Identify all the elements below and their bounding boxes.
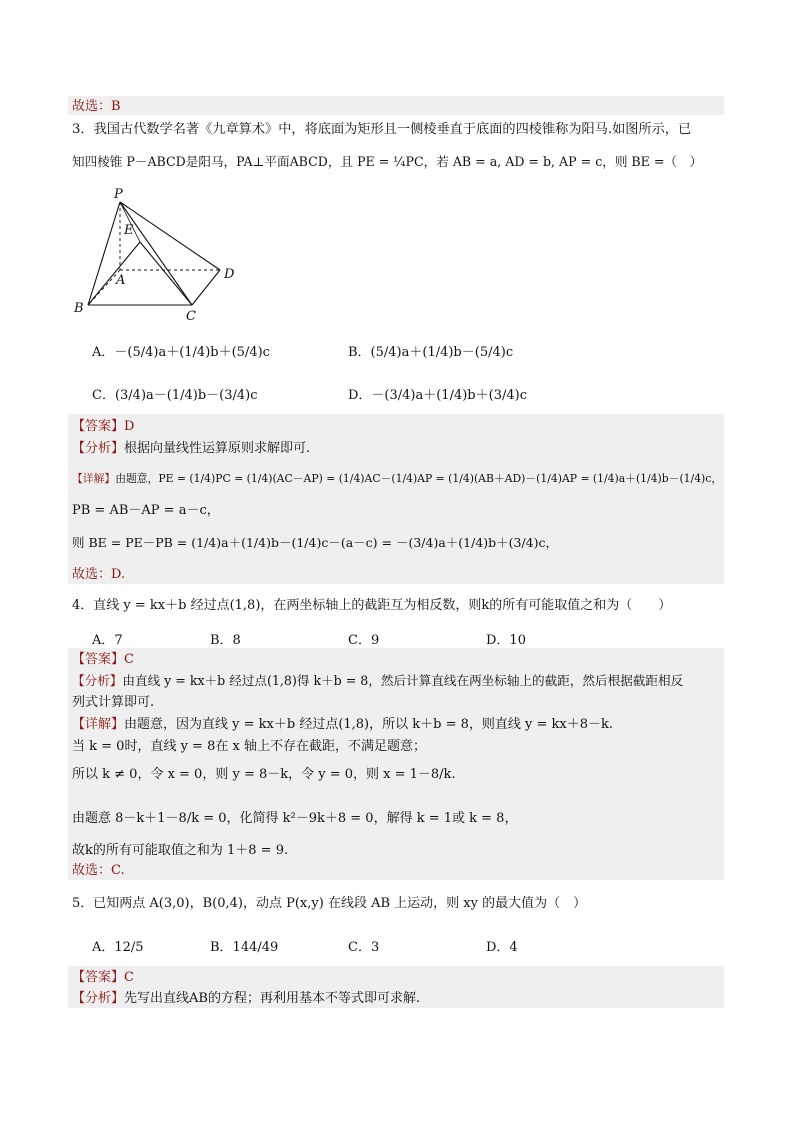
section-text: 由直线 y = kx＋b 经过点(1,8)得 k＋b = 8，然后计算直线在两坐标轴上的截距，然后根据截距相反	[122, 673, 684, 688]
q4-stem: 4．直线 y = kx＋b 经过点(1,8)，在两坐标轴上的截距互为相反数，则k的所有可能取值之和为（ ）	[72, 598, 672, 613]
q4-detail-3: 所以 k ≠ 0，令 x = 0，则 y = 8－k，令 y = 0，则 x = 1－8/k.	[72, 767, 456, 782]
q4-option-b: B．8	[210, 633, 241, 648]
q4-option-a: A．7	[92, 633, 123, 648]
q3-choice: 故选：D.	[72, 567, 126, 582]
q4-detail-5: 故k的所有可能取值之和为 1＋8 = 9.	[72, 843, 289, 858]
q3-detail-3: 则 BE = PE－PB = (1/4)a＋(1/4)b－(1/4)c－(a－c) = －(3/4)a＋(1/4)b＋(3/4)c，	[72, 535, 559, 550]
q3-option-d: D．－(3/4)a＋(1/4)b＋(3/4)c	[348, 388, 527, 403]
label-E: E	[124, 223, 134, 238]
q3-option-a: A．－(5/4)a＋(1/4)b＋(5/4)c	[92, 345, 270, 360]
section-text: 由题意，因为直线 y = kx＋b 经过点(1,8)，所以 k＋b = 8，则直线 y = kx＋8－k.	[124, 717, 614, 732]
label-A: A	[116, 273, 126, 288]
q3-answer: 【答案】D	[72, 419, 135, 434]
q3-detail-1	[72, 470, 722, 487]
section-marker: 【分析】	[72, 991, 125, 1006]
q3-stem-line1: 3．我国古代数学名著《九章算术》中，将底面为矩形且一侧棱垂直于底面的四棱锥称为阳马.如图所示，已	[72, 122, 692, 137]
q4-detail-2: 当 k = 0时，直线 y = 8在 x 轴上不存在截距，不满足题意；	[72, 739, 426, 754]
q5-option-b: B．144/49	[210, 940, 279, 955]
q3-analysis	[72, 440, 310, 457]
label-D: D	[224, 267, 235, 282]
section-text: 先写出直线AB的方程；再利用基本不等式即可求解.	[124, 991, 421, 1006]
label-C: C	[186, 309, 196, 322]
q5-stem: 5．已知两点 A(3,0)，B(0,4)，动点 P(x,y) 在线段 AB 上运动，则 xy 的最大值为（ ）	[72, 896, 587, 911]
q4-analysis-2: 列式计算即可.	[72, 695, 155, 710]
label-P: P	[114, 187, 123, 202]
q4-analysis-1	[72, 672, 683, 689]
section-marker: 【详解】	[72, 472, 116, 485]
q5-analysis	[72, 990, 420, 1007]
q3-option-c: C．(3/4)a－(1/4)b－(3/4)c	[92, 388, 258, 403]
q4-answer: 【答案】C	[72, 652, 134, 667]
section-marker: 【详解】	[72, 717, 125, 732]
q4-option-d: D．10	[486, 633, 526, 648]
q5-option-a: A．12/5	[92, 940, 144, 955]
q5-answer: 【答案】C	[72, 970, 134, 985]
section-text: 由题意，PE = (1/4)PC = (1/4)(AC－AP) = (1/4)AC－(1/4)AP = (1/4)(AB＋AD)－(1/4)AP = (1/4)a＋(1/4)b－(1/4)c，	[115, 472, 723, 485]
q5-option-c: C．3	[348, 940, 380, 955]
solution-shade	[68, 96, 724, 115]
q4-choice: 故选：C.	[72, 863, 125, 878]
q4-detail-1	[72, 716, 613, 733]
section-marker: 【分析】	[72, 673, 123, 688]
q3-stem-line2: 知四棱锥 P－ABCD是阳马，PA⊥平面ABCD，且 PE = ¼PC，若 AB = a, AD = b, AP = c，则 BE =（ ）	[72, 154, 703, 169]
section-marker: 【分析】	[72, 441, 125, 456]
section-text: 根据向量线性运算原则求解即可.	[124, 441, 311, 456]
pyramid-figure	[70, 182, 250, 322]
q4-detail-4: 由题意 8－k＋1－8/k = 0，化简得 k²－9k＋8 = 0，解得 k = 1或 k = 8，	[72, 811, 518, 826]
label-B: B	[74, 301, 84, 316]
q2-choice: 故选：B	[72, 99, 121, 114]
q5-option-d: D．4	[486, 940, 518, 955]
q3-option-b: B．(5/4)a＋(1/4)b－(5/4)c	[348, 345, 514, 360]
q4-option-c: C．9	[348, 633, 380, 648]
q3-detail-2: PB = AB－AP = a－c，	[72, 503, 220, 518]
